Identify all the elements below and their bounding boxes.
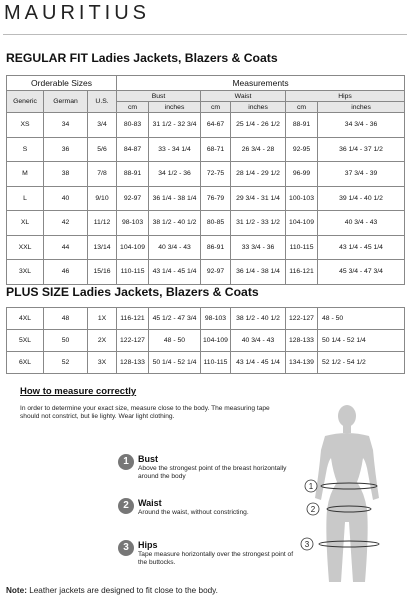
size-cell: 43 1/4 - 45 1/4 xyxy=(149,260,201,285)
figure-label-waist: 2 xyxy=(310,505,316,514)
size-cell: 3XL xyxy=(7,260,44,285)
size-cell: 9/10 xyxy=(88,186,117,211)
size-cell: 31 1/2 - 33 1/2 xyxy=(231,211,286,236)
body-measurement-figure xyxy=(295,402,395,582)
size-cell: 116-121 xyxy=(117,308,149,330)
size-cell: XS xyxy=(7,113,44,138)
size-cell: 68-71 xyxy=(201,137,231,162)
size-cell: 6XL xyxy=(7,352,44,374)
size-cell: 38 1/2 - 40 1/2 xyxy=(149,211,201,236)
size-cell: 52 1/2 - 54 1/2 xyxy=(318,352,405,374)
size-row xyxy=(7,162,405,187)
size-cell: 45 3/4 - 47 3/4 xyxy=(318,260,405,285)
size-cell: XL xyxy=(7,211,44,236)
size-cell: 110-115 xyxy=(286,235,318,260)
regular-size-table xyxy=(6,75,405,285)
size-cell: 36 xyxy=(44,137,88,162)
step-title: Waist xyxy=(138,498,162,508)
size-cell: 29 3/4 - 31 1/4 xyxy=(231,186,286,211)
size-cell: L xyxy=(7,186,44,211)
size-cell: 92-95 xyxy=(286,137,318,162)
size-cell: 40 3/4 - 43 xyxy=(231,330,286,352)
step-description: Around the waist, without constricting. xyxy=(138,509,249,516)
step-description: Above the strongest point of the breast horizontally around the body xyxy=(138,465,287,480)
hips-inches-header: inches xyxy=(318,102,405,113)
size-cell: 33 3/4 - 36 xyxy=(231,235,286,260)
size-cell: 86-91 xyxy=(201,235,231,260)
bust-inches-header: inches xyxy=(149,102,201,113)
size-cell: 48 xyxy=(44,308,88,330)
size-cell: 40 xyxy=(44,186,88,211)
size-cell: 33 - 34 1/4 xyxy=(149,137,201,162)
size-cell: 98-103 xyxy=(117,211,149,236)
size-cell: 92-97 xyxy=(201,260,231,285)
size-row xyxy=(7,235,405,260)
female-silhouette-icon xyxy=(295,402,395,582)
size-cell: S xyxy=(7,137,44,162)
size-cell: 128-133 xyxy=(286,330,318,352)
step-title: Hips xyxy=(138,540,158,550)
size-cell: 28 1/4 - 29 1/2 xyxy=(231,162,286,187)
generic-col-header: Generic xyxy=(7,91,44,113)
brand-logo: MAURITIUS xyxy=(4,2,150,24)
header-divider xyxy=(3,34,407,35)
size-cell: 48 - 50 xyxy=(149,330,201,352)
size-cell: 64-67 xyxy=(201,113,231,138)
step-number-badge: 2 xyxy=(118,498,134,514)
size-cell: 72-75 xyxy=(201,162,231,187)
size-cell: 36 1/4 - 38 1/4 xyxy=(149,186,201,211)
step-description: Tape measure horizontally over the strongest point of the buttocks. xyxy=(138,551,294,566)
size-cell: 122-127 xyxy=(286,308,318,330)
step-number-badge: 1 xyxy=(118,454,134,470)
size-cell: 104-109 xyxy=(286,211,318,236)
size-cell: 45 1/2 - 47 3/4 xyxy=(149,308,201,330)
size-cell: 11/12 xyxy=(88,211,117,236)
size-cell: 2X xyxy=(88,330,117,352)
orderable-sizes-header: Orderable Sizes xyxy=(7,76,117,91)
size-cell: 39 1/4 - 40 1/2 xyxy=(318,186,405,211)
figure-label-hips: 3 xyxy=(304,540,310,549)
size-row xyxy=(7,211,405,236)
size-cell: 104-109 xyxy=(117,235,149,260)
size-cell: 43 1/4 - 45 1/4 xyxy=(231,352,286,374)
step-number-badge: 3 xyxy=(118,540,134,556)
size-cell: 34 3/4 - 36 xyxy=(318,113,405,138)
bust-col-header: Bust xyxy=(117,91,201,102)
bust-cm-header: cm xyxy=(117,102,149,113)
step-title: Bust xyxy=(138,454,158,464)
size-cell: 92-97 xyxy=(117,186,149,211)
size-cell: 80-85 xyxy=(201,211,231,236)
regular-fit-title xyxy=(6,51,278,65)
size-cell: 50 1/4 - 52 1/4 xyxy=(318,330,405,352)
size-cell: 100-103 xyxy=(286,186,318,211)
size-cell: 48 - 50 xyxy=(318,308,405,330)
waist-inches-header: inches xyxy=(231,102,286,113)
size-cell: 5/6 xyxy=(88,137,117,162)
size-cell: 34 1/2 - 36 xyxy=(149,162,201,187)
size-cell: 40 3/4 - 43 xyxy=(149,235,201,260)
size-row xyxy=(7,137,405,162)
size-cell: 42 xyxy=(44,211,88,236)
size-cell: 116-121 xyxy=(286,260,318,285)
size-cell: XXL xyxy=(7,235,44,260)
plus-size-title-bold: PLUS SIZE xyxy=(6,285,69,299)
size-cell: 110-115 xyxy=(201,352,231,374)
figure-label-bust: 1 xyxy=(308,482,314,491)
size-row xyxy=(7,260,405,285)
size-cell: 36 1/4 - 37 1/2 xyxy=(318,137,405,162)
size-cell: 38 xyxy=(44,162,88,187)
size-cell: 38 1/2 - 40 1/2 xyxy=(231,308,286,330)
regular-fit-title-rest: Ladies Jackets, Blazers & Coats xyxy=(91,51,278,65)
size-cell: 96-99 xyxy=(286,162,318,187)
size-cell: 110-115 xyxy=(117,260,149,285)
size-cell: 88-91 xyxy=(286,113,318,138)
size-cell: 37 3/4 - 39 xyxy=(318,162,405,187)
size-cell: 43 1/4 - 45 1/4 xyxy=(318,235,405,260)
hips-col-header: Hips xyxy=(286,91,405,102)
size-cell: 13/14 xyxy=(88,235,117,260)
size-cell: 80-83 xyxy=(117,113,149,138)
size-cell: 50 1/4 - 52 1/4 xyxy=(149,352,201,374)
size-cell: 4XL xyxy=(7,308,44,330)
size-cell: 40 3/4 - 43 xyxy=(318,211,405,236)
size-row xyxy=(7,330,405,352)
size-cell: 76-79 xyxy=(201,186,231,211)
waist-cm-header: cm xyxy=(201,102,231,113)
size-cell: 3X xyxy=(88,352,117,374)
size-row xyxy=(7,113,405,138)
german-col-header: German xyxy=(44,91,88,113)
size-cell: 104-109 xyxy=(201,330,231,352)
size-cell: M xyxy=(7,162,44,187)
size-cell: 98-103 xyxy=(201,308,231,330)
us-col-header: U.S. xyxy=(88,91,117,113)
size-cell: 1X xyxy=(88,308,117,330)
size-cell: 25 1/4 - 26 1/2 xyxy=(231,113,286,138)
size-row xyxy=(7,352,405,374)
size-cell: 44 xyxy=(44,235,88,260)
size-row xyxy=(7,308,405,330)
hips-cm-header: cm xyxy=(286,102,318,113)
leather-note xyxy=(6,586,218,595)
size-cell: 52 xyxy=(44,352,88,374)
size-cell: 31 1/2 - 32 3/4 xyxy=(149,113,201,138)
size-cell: 26 3/4 - 28 xyxy=(231,137,286,162)
size-cell: 7/8 xyxy=(88,162,117,187)
size-row xyxy=(7,186,405,211)
note-text: Leather jackets are designed to fit close to the body. xyxy=(29,586,218,595)
plus-size-title xyxy=(6,285,259,299)
plus-size-title-rest: Ladies Jackets, Blazers & Coats xyxy=(72,285,259,299)
measurements-header: Measurements xyxy=(117,76,405,91)
how-to-measure-intro: In order to determine your exact size, measure close to the body. The measuring tape should not constrict, but lie lighty. Wear light clothing. xyxy=(20,405,270,420)
size-cell: 50 xyxy=(44,330,88,352)
how-to-measure-title: How to measure correctly xyxy=(20,386,137,397)
size-cell: 36 1/4 - 38 1/4 xyxy=(231,260,286,285)
size-cell: 122-127 xyxy=(117,330,149,352)
size-cell: 15/16 xyxy=(88,260,117,285)
note-label: Note: xyxy=(6,586,27,595)
size-cell: 134-139 xyxy=(286,352,318,374)
size-cell: 88-91 xyxy=(117,162,149,187)
plus-size-table xyxy=(6,307,405,374)
size-cell: 128-133 xyxy=(117,352,149,374)
waist-col-header: Waist xyxy=(201,91,286,102)
size-cell: 34 xyxy=(44,113,88,138)
size-cell: 3/4 xyxy=(88,113,117,138)
regular-fit-title-bold: REGULAR FIT xyxy=(6,51,88,65)
size-cell: 84-87 xyxy=(117,137,149,162)
size-cell: 5XL xyxy=(7,330,44,352)
size-cell: 46 xyxy=(44,260,88,285)
